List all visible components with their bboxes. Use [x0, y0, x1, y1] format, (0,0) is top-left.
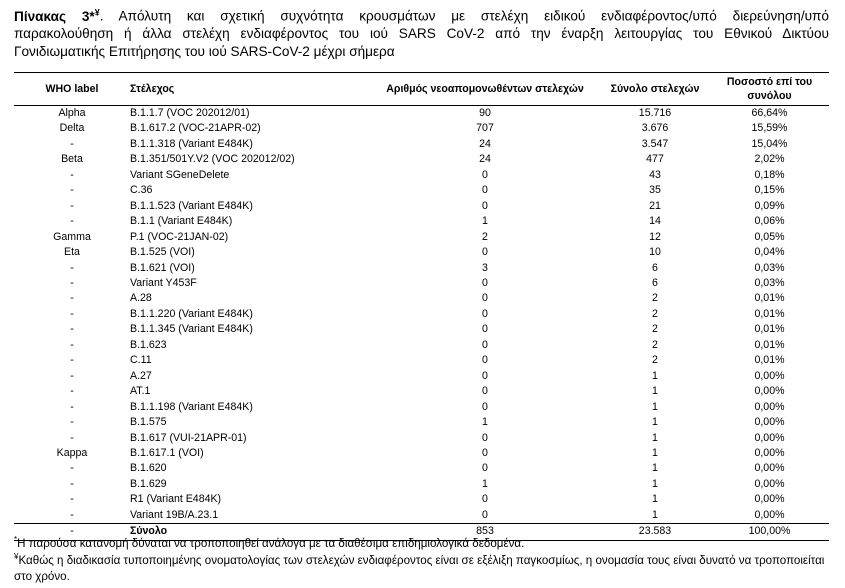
table-header-row [14, 73, 829, 106]
sequenced-cell: 0 [482, 199, 488, 212]
footnote-text: Η παρούσα κατανομή δύναται να τροποποιηθεί ανάλογα με τα διαθέσιμα επιδημιολογικά δεδομένα. [17, 536, 525, 550]
percent-cell: 0,01% [754, 338, 785, 351]
who-cell: - [70, 431, 74, 444]
sequenced-cell: 0 [482, 184, 488, 197]
percent-cell: 0,09% [754, 199, 785, 212]
strain-cell: B.1.1.220 (Variant E484K) [130, 307, 253, 320]
total-cell: 1 [652, 508, 658, 521]
strain-cell: B.1.351/501Y.V2 (VOC 202012/02) [130, 153, 295, 166]
who-cell: - [70, 292, 74, 305]
percent-cell: 0,04% [754, 246, 785, 259]
percent-cell: 0,01% [754, 323, 785, 336]
sequenced-cell: 0 [482, 354, 488, 367]
strain-cell: B.1.617.1 (VOI) [130, 446, 204, 459]
strain-cell: B.1.525 (VOI) [130, 246, 195, 259]
total-cell: 15.716 [638, 107, 672, 119]
table-row [14, 415, 829, 430]
total-cell: 1 [652, 400, 658, 413]
sequenced-cell: 0 [482, 292, 488, 305]
header-who-label: WHO label [14, 73, 130, 106]
who-cell: - [70, 199, 74, 212]
sequenced-cell: 0 [482, 369, 488, 382]
table-row [14, 261, 829, 276]
strain-cell: B.1.1.318 (Variant E484K) [130, 137, 253, 150]
sequenced-cell: 0 [482, 168, 488, 181]
total-cell: 2 [652, 354, 658, 367]
who-cell: - [70, 261, 74, 274]
table-row [14, 276, 829, 291]
who-cell: - [70, 184, 74, 197]
percent-cell: 0,00% [754, 385, 785, 398]
who-cell: - [70, 338, 74, 351]
who-cell: - [70, 137, 74, 150]
strain-cell: B.1.621 (VOI) [130, 261, 195, 274]
sequenced-cell: 24 [479, 137, 491, 150]
table-row [14, 121, 829, 136]
percent-cell: 0,01% [754, 307, 785, 320]
total-cell: 3.547 [641, 137, 669, 150]
total-cell: 2 [652, 307, 658, 320]
percent-cell: 0,03% [754, 276, 785, 289]
strain-cell: B.1.1.198 (Variant E484K) [130, 400, 253, 413]
strain-cell: B.1.575 [130, 416, 167, 429]
percent-cell: 0,00% [754, 493, 785, 506]
strain-cell: Variant 19B/A.23.1 [130, 508, 219, 521]
footnote-mark: * [14, 535, 18, 544]
caption-line-2: παρακολούθηση ή άλλα στελέχη ενδιαφέροντος του ιού SARS CoV-2 από την έναρξη λειτουργίας του Εθνικού Δικτύου [14, 26, 829, 42]
who-cell: - [70, 416, 74, 429]
sequenced-cell: 1 [482, 215, 488, 228]
who-cell: - [70, 323, 74, 336]
header-sequenced: Αριθμός νεοαπομονωθέντων στελεχών [370, 73, 600, 106]
percent-cell: 0,00% [754, 477, 785, 490]
sequenced-cell: 0 [482, 462, 488, 475]
who-cell: Beta [61, 153, 83, 166]
percent-cell: 0,01% [754, 354, 785, 367]
who-cell: Kappa [56, 446, 88, 459]
total-cell: 35 [649, 184, 661, 197]
table-row [14, 307, 829, 322]
strain-cell: B.1.1.523 (Variant E484K) [130, 199, 253, 212]
strain-cell: B.1.617.2 (VOC-21APR-02) [130, 122, 261, 135]
total-cell: 3.676 [641, 122, 669, 135]
total-cell: 1 [652, 477, 658, 490]
table-row [14, 152, 829, 167]
strain-cell: C.11 [130, 354, 152, 367]
percent-cell: 0,00% [754, 416, 785, 429]
table-row [14, 400, 829, 415]
table-row [14, 353, 829, 368]
total-cell: 2 [652, 338, 658, 351]
percent-cell: 0,00% [754, 400, 785, 413]
strain-cell: A.28 [130, 292, 152, 305]
table-row [14, 183, 829, 198]
table-row [14, 168, 829, 183]
total-cell: 43 [649, 168, 661, 181]
table-row [14, 291, 829, 306]
who-cell: - [70, 168, 74, 181]
footnote-mark: ¥ [14, 552, 19, 561]
total-cell: 2 [652, 323, 658, 336]
sequenced-cell: 0 [482, 508, 488, 521]
who-cell: Gamma [53, 230, 91, 243]
strain-cell: AT.1 [130, 385, 151, 398]
sequenced-cell: 0 [482, 338, 488, 351]
percent-cell: 0,06% [754, 215, 785, 228]
strain-cell: B.1.617 (VUI-21APR-01) [130, 431, 247, 444]
total-strain-cell: Σύνολο [130, 524, 370, 540]
total-cell: 1 [652, 462, 658, 475]
table-body [14, 106, 829, 541]
strain-cell: B.1.629 [130, 477, 167, 490]
table-row [14, 384, 829, 399]
total-who-cell: - [14, 524, 130, 540]
percent-cell: 0,18% [754, 168, 785, 181]
total-cell: 1 [652, 493, 658, 506]
who-cell: - [70, 493, 74, 506]
table-row [14, 137, 829, 152]
total-cell: 1 [652, 385, 658, 398]
sequenced-cell: 3 [482, 261, 488, 274]
percent-cell: 0,00% [754, 446, 785, 459]
who-cell: - [70, 385, 74, 398]
table-row [14, 245, 829, 260]
who-cell: Alpha [58, 107, 86, 119]
who-cell: - [70, 369, 74, 382]
who-cell: - [70, 276, 74, 289]
total-cell: 1 [652, 446, 658, 459]
footnote-2 [14, 549, 829, 585]
percent-cell: 15,04% [751, 137, 788, 150]
total-cell: 10 [649, 246, 661, 259]
table-row [14, 214, 829, 229]
sequenced-cell: 1 [482, 416, 488, 429]
percent-cell: 15,59% [751, 122, 788, 135]
percent-cell: 0,15% [754, 184, 785, 197]
total-cell: 477 [646, 153, 664, 166]
who-cell: - [70, 462, 74, 475]
strain-cell: R1 (Variant E484K) [130, 493, 222, 506]
total-cell: 2 [652, 292, 658, 305]
table-row [14, 431, 829, 446]
table-row [14, 508, 829, 524]
strain-cell: B.1.1.7 (VOC 202012/01) [130, 107, 250, 119]
total-cell: 12 [649, 230, 661, 243]
who-cell: - [70, 307, 74, 320]
table-caption [14, 4, 829, 60]
table-row [14, 369, 829, 384]
percent-cell: 0,00% [754, 508, 785, 521]
table-row [14, 461, 829, 476]
percent-cell: 0,00% [754, 462, 785, 475]
who-cell: - [70, 477, 74, 490]
sequenced-cell: 0 [482, 385, 488, 398]
who-cell: Eta [64, 246, 80, 259]
table-row [14, 446, 829, 461]
table-row [14, 492, 829, 507]
table-row [14, 106, 829, 122]
percent-cell: 66,64% [751, 107, 788, 119]
header-total: Σύνολο στελεχών [600, 73, 710, 106]
total-cell: 1 [652, 416, 658, 429]
percent-cell: 0,05% [754, 230, 785, 243]
sequenced-cell: 0 [482, 493, 488, 506]
total-cell: 1 [652, 431, 658, 444]
table-row [14, 477, 829, 492]
percent-cell: 0,00% [754, 431, 785, 444]
sequenced-cell: 0 [482, 323, 488, 336]
sequenced-cell: 0 [482, 246, 488, 259]
who-cell: Delta [59, 122, 85, 135]
who-cell: - [70, 215, 74, 228]
strain-cell: B.1.1.345 (Variant E484K) [130, 323, 253, 336]
sequenced-cell: 0 [482, 400, 488, 413]
strain-cell: A.27 [130, 369, 152, 382]
sequenced-cell: 90 [479, 107, 491, 119]
header-percent: Ποσοστό επί του συνόλου [710, 73, 829, 106]
strain-cell: B.1.623 [130, 338, 167, 351]
table-row [14, 230, 829, 245]
variants-table [14, 72, 829, 541]
sequenced-cell: 0 [482, 276, 488, 289]
footnote-text: Καθώς η διαδικασία τυποποιημένης ονοματολογίας των στελεχών ενδιαφέροντος είναι σε εξέλιξη παγκοσμίως, η ονομασία τους είναι δυνατό να τροποποιείται στο χρόνο. [14, 553, 825, 583]
table-row [14, 338, 829, 353]
sequenced-cell: 2 [482, 230, 488, 243]
sequenced-cell: 0 [482, 431, 488, 444]
percent-cell: 2,02% [754, 153, 785, 166]
total-cell: 14 [649, 215, 661, 228]
total-cell: 6 [652, 276, 658, 289]
strain-cell: B.1.1 (Variant E484K) [130, 215, 233, 228]
strain-cell: Variant Y453F [130, 276, 197, 289]
caption-line-1: Πίνακας 3*¥. Απόλυτη και σχετική συχνότητα κρουσμάτων με στελέχη ειδικού ενδιαφέροντος/υπό διερεύνηση/υπό [14, 7, 829, 24]
who-cell: - [70, 508, 74, 521]
who-cell: - [70, 400, 74, 413]
who-cell: - [70, 354, 74, 367]
sequenced-cell: 0 [482, 446, 488, 459]
percent-cell: 0,01% [754, 292, 785, 305]
total-percent-cell: 100,00% [710, 524, 829, 540]
strain-cell: C.36 [130, 184, 153, 197]
strain-cell: Variant SGeneDelete [130, 168, 230, 181]
total-cell: 1 [652, 369, 658, 382]
percent-cell: 0,03% [754, 261, 785, 274]
strain-cell: P.1 (VOC-21JAN-02) [130, 230, 229, 243]
percent-cell: 0,00% [754, 369, 785, 382]
total-sequenced-cell: 853 [370, 524, 600, 540]
sequenced-cell: 24 [479, 153, 491, 166]
sequenced-cell: 707 [476, 122, 494, 135]
sequenced-cell: 1 [482, 477, 488, 490]
strain-cell: B.1.620 [130, 462, 167, 475]
table-row [14, 322, 829, 337]
table-row [14, 199, 829, 214]
header-strain: Στέλεχος [130, 73, 370, 106]
total-cell: 21 [649, 199, 661, 212]
caption-label: Πίνακας 3*¥ [14, 7, 100, 24]
total-total-cell: 23.583 [600, 524, 710, 540]
caption-line-3: Γονιδιωματικής Επιτήρησης του ιού SARS-CoV-2 μέχρι σήμερα [14, 43, 395, 59]
total-cell: 6 [652, 261, 658, 274]
sequenced-cell: 0 [482, 307, 488, 320]
